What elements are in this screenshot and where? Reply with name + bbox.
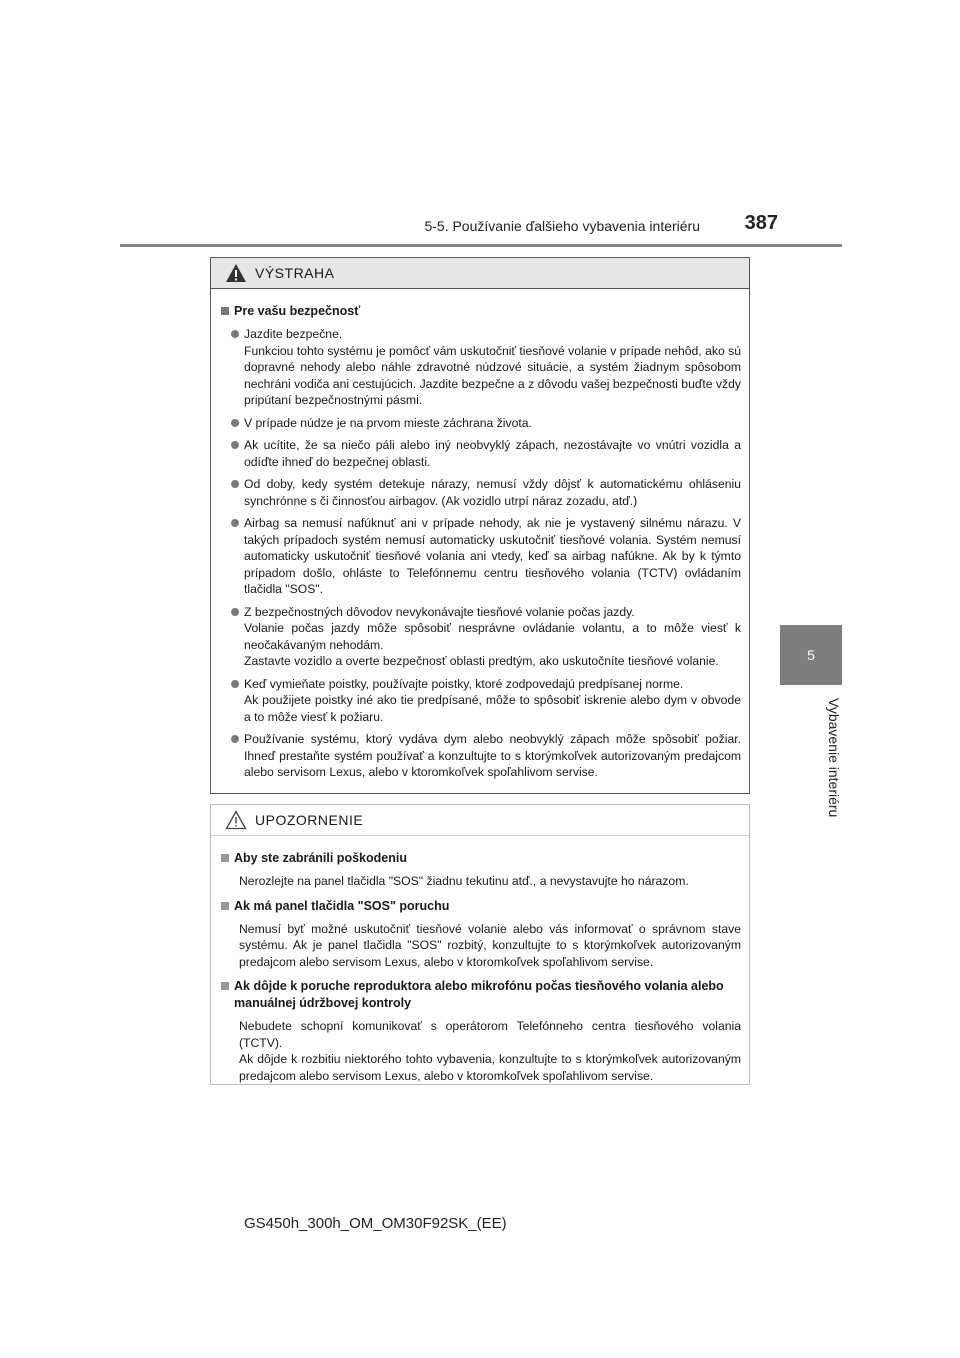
caution-box [210, 804, 750, 1085]
warning-item: Používanie systému, ktorý vydáva dym alebo neobvyklý zápach môže spôsobiť požiar. Ihneď prestaňte systém používať a konzultujte to s ktorýmkoľvek autorizovaným predajcom alebo servisom Lexus, alebo v ktoromkoľvek spoľahlivom servise. [231, 731, 741, 781]
document-code: GS450h_300h_OM_OM30F92SK_(EE) [244, 1215, 507, 1232]
square-bullet-icon [221, 902, 229, 910]
warning-item: Ak ucítite, že sa niečo páli alebo iný neobvyklý zápach, nezostávajte vo vnútri vozidla a odíďte ihneď do bezpečnej oblasti. [231, 437, 741, 470]
square-bullet-icon [221, 307, 229, 315]
dot-bullet-icon [231, 441, 239, 449]
dot-bullet-icon [231, 608, 239, 616]
caution-section-text: Nebudete schopní komunikovať s operátorom Telefónneho centra tiesňového volania (TCTV). Ak dôjde k rozbitiu niektorého tohto vybavenia, konzultujte to s ktorýmkoľvek autorizovaným predajcom alebo servisom Lexus, alebo v ktoromkoľvek spoľahlivom servise. [239, 1019, 741, 1083]
header-divider [120, 244, 842, 247]
caution-header [211, 805, 749, 836]
warning-triangle-icon [225, 263, 247, 283]
dot-bullet-icon [231, 419, 239, 427]
warning-title: VÝSTRAHA [255, 265, 335, 281]
warning-item: Airbag sa nemusí nafúknuť ani v prípade nehody, ak nie je vystavený silnému nárazu. V takých prípadoch systém nemusí automaticky uskutočniť tiesňové volania. Systém nemusí automaticky uskutočniť tiesňové volania ani vtedy, keď sa airbag nafúkne. Ak by k týmto prípadom došlo, ohláste to Telefónnemu centru tiesňového volania (TCTV) ovládaním tlačidla "SOS". [231, 515, 741, 598]
dot-bullet-icon [231, 480, 239, 488]
dot-bullet-icon [231, 330, 239, 338]
warning-item: Od doby, kedy systém detekuje nárazy, nemusí vždy dôjsť k automatickému ohláseniu synchrónne s či činnosťou airbagov. (Ak vozidlo utrpí náraz zozadu, atď.) [231, 476, 741, 509]
warning-header [211, 258, 749, 289]
warning-item: Jazdite bezpečne. Funkciou tohto systému je pomôcť vám uskutočniť tiesňové volanie v prípade nehôd, ako sú dopravné nehody alebo náhle zdravotné núdzové situácie, a systém žiadnym spôsobom nechráni vodiča ani cestujúcich. Jazdite bezpečne a z dôvodu vašej bezpečnosti buďte vždy pripútaní bezpečnostnými pásmi. [231, 326, 741, 409]
caution-section-heading: Ak má panel tlačidla "SOS" poruchu [221, 898, 741, 915]
caution-triangle-icon [225, 810, 247, 830]
square-bullet-icon [221, 854, 229, 862]
caution-section-heading: Aby ste zabránili poškodeniu [221, 850, 741, 867]
chapter-tab: 5 [780, 625, 842, 685]
chapter-label: Vybavenie interiéru [826, 698, 842, 818]
caution-section-text: Nemusí byť možné uskutočniť tiesňové volanie alebo vás informovať o správnom stave systému. Ak je panel tlačidla "SOS" rozbitý, konzultujte to s ktorýmkoľvek autorizovaným predajcom alebo servisom Lexus, alebo v ktoromkoľvek spoľahlivom servise. [239, 921, 741, 969]
caution-section-text: Nerozlejte na panel tlačidla "SOS" žiadnu tekutinu atď., a nevystavujte ho nárazom. [239, 874, 689, 888]
caution-section-heading: Ak dôjde k poruche reproduktora alebo mikrofónu počas tiesňového volania alebo manuálnej údržbovej kontroly [221, 978, 741, 1012]
warning-section-heading: Pre vašu bezpečnosť [221, 303, 741, 320]
warning-item: Z bezpečnostných dôvodov nevykonávajte tiesňové volanie počas jazdy. Volanie počas jazdy môže spôsobiť nesprávne ovládanie volantu, a to môže viesť k neočakávaným nehodám. Zastavte vozidlo a overte bezpečnosť oblasti predtým, ako uskutočníte tiesňové volanie. [231, 604, 741, 670]
page-number: 387 [744, 212, 778, 234]
dot-bullet-icon [231, 519, 239, 527]
square-bullet-icon [221, 982, 229, 990]
dot-bullet-icon [231, 735, 239, 743]
caution-title: UPOZORNENIE [255, 812, 364, 828]
section-header: 5-5. Používanie ďalšieho vybavenia interiéru [424, 218, 700, 234]
warning-item: V prípade núdze je na prvom mieste záchrana života. [231, 415, 741, 432]
warning-item: Keď vymieňate poistky, používajte poistky, ktoré zodpovedajú predpísanej norme. Ak použijete poistky iné ako tie predpísané, môže to spôsobiť iskrenie alebo dym v obvode a to môže viesť k požiaru. [231, 676, 741, 726]
warning-box [210, 257, 750, 794]
dot-bullet-icon [231, 680, 239, 688]
